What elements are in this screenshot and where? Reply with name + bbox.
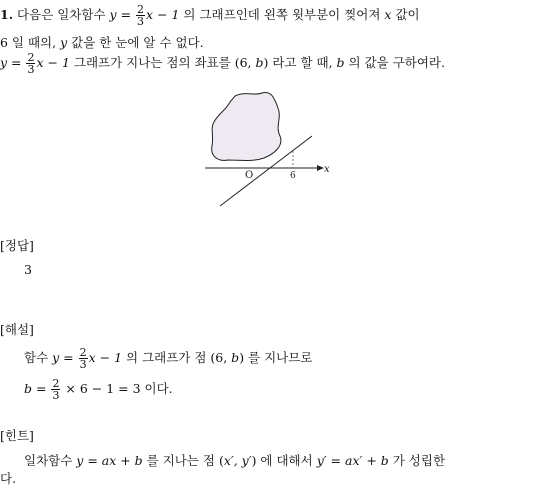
math-expression: x − 1 [88,350,123,365]
math-var-b: b [336,55,345,70]
solution-text: ) 를 지나므로 [239,350,313,365]
math-equals: = [116,7,136,22]
math-expression: y′ = ax′ + b [316,453,389,468]
fraction-denominator: 3 [79,358,87,371]
fraction-numerator: 2 [137,3,145,16]
problem-text: 값을 한 눈에 알 수 없다. [67,35,204,50]
fraction-numerator: 2 [52,377,60,390]
problem-line-3 [0,52,445,75]
hint-text: 가 성립한 [388,453,446,468]
x-axis-arrow [317,165,324,171]
hint-heading: [힌트] [0,428,34,443]
math-equals: = [59,350,78,365]
problem-text: 의 값을 구하여라. [344,55,445,70]
fraction-numerator: 2 [27,51,35,64]
math-expression: x − 1 [36,55,70,70]
problem-line-2 [0,35,204,51]
math-var-y: y [0,55,8,70]
answer-value: 3 [24,262,32,277]
solution-text: × 6 − 1 = 3 이다. [61,381,173,396]
math-expression: x − 1 [146,7,180,22]
math-equals: = [7,55,26,70]
problem-text: 6 일 때의, [0,35,61,50]
problem-text: 그래프가 지나는 점의 좌표를 (6, [69,55,256,70]
problem-text: ) 라고 할 때, [263,55,337,70]
fraction-denominator: 3 [52,389,60,402]
hint-line-1 [24,453,445,469]
problem-text: 의 그래프인데 왼쪽 윗부분이 찢어져 [179,7,385,22]
fraction-two-thirds [136,4,145,27]
fraction-two-thirds [79,347,88,370]
problem-line-1 [0,4,420,27]
solution-line-1 [24,347,312,370]
fraction-two-thirds [26,52,35,75]
fraction-denominator: 3 [137,15,145,28]
math-equals: = [32,381,51,396]
math-expression: y = ax + b [76,453,143,468]
solution-text: 함수 [24,350,53,365]
tick-label-6: 6 [290,171,296,181]
solution-text: 의 그래프가 점 (6, [122,350,232,365]
hint-text: 일차함수 [24,453,77,468]
math-var-b: b [231,350,240,365]
fraction-denominator: 3 [27,63,35,76]
hint-line-2: 다. [0,471,17,486]
torn-paper-shape [212,92,281,160]
fraction-numerator: 2 [79,346,87,359]
problem-text: 값이 [391,7,420,22]
hint-text: ) 에 대해서 [251,453,317,468]
math-var-b: b [255,55,264,70]
math-var-y: y [109,7,117,22]
solution-line-2 [24,378,173,401]
graph-figure [200,88,340,213]
answer-heading: [정답] [0,238,34,253]
problem-text: 다음은 일차함수 [17,7,110,22]
math-var-y: y [60,35,68,50]
math-var-x: x [384,7,392,22]
solution-heading: [해설] [0,322,34,337]
fraction-two-thirds [51,378,60,401]
origin-label: O [245,170,254,181]
problem-number: 1. [0,7,14,22]
hint-text: 를 지나는 점 ( [142,453,224,468]
math-var-b: b [24,381,33,396]
math-point: x′, y′ [223,453,252,468]
math-var-y: y [52,350,60,365]
x-axis-label: x [324,164,330,175]
